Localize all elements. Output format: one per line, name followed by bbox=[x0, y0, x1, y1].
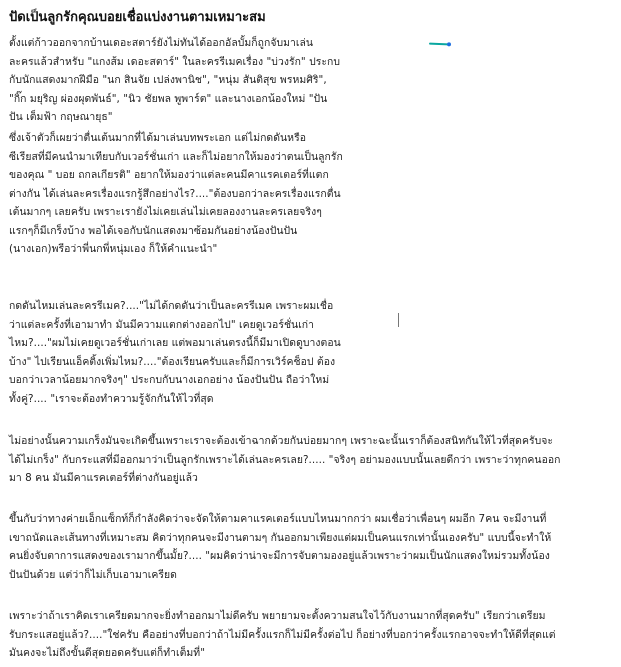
article-title: ปัดเป็นลูกรักคุณบอยเชื่อแบ่งงานตามเหมาะสม bbox=[9, 10, 266, 25]
paragraph-line: ต่างกัน ได้เล่นละครเรื่องแรกรู้สึกอย่างไร?...."ต้องบอกว่าละครเรื่องแรกตื่น bbox=[9, 187, 341, 200]
paragraph-line: (นางเอก)พรีอว่าพี่นกพี่หนุ่มเอง ก็ให้คำแนะนำ" bbox=[9, 243, 218, 255]
paragraph-line: ได้ไม่เกร็ง" กับกระแสที่มีออกมาว่าเป็นลูกรักเพราะได้เล่นละครเลย?..... "จริงๆ อย่ามองแบบนั้นเลยดีกว่า เพราะว่าทุกคนออก bbox=[9, 453, 561, 466]
paragraph-line: ตั้งแต่ก้าวออกจากบ้านเดอะสตาร์ยังไม่ทันได้ออกอัลบั้มก็ถูกจับมาเล่น bbox=[9, 37, 314, 49]
article-paragraph-3 bbox=[9, 297, 479, 408]
paragraph-line: บอกว่าเวลาน้อยมากจริงๆ" ประกบกับนางเอกอย่าง น้องปันปัน ถือว่าใหม่ bbox=[9, 374, 330, 386]
paragraph-line: รับกระแสอยู่แล้ว?...."ใช่ครับ คืออย่างที่บอกว่าถ้าไม่มีครั้งแรกก็ไม่มีครั้งต่อไป ก็อย่างที่บอกว่าครั้งแรกอาจจะทำให้ดีที่สุดแต่ bbox=[9, 628, 556, 641]
paragraph-line: ไม่อย่างนั้นความเกร็งมันจะเกิดขึ้นเพราะเราจะต้องเข้าฉากด้วยกันบ่อยมากๆ เพราะฉะนั้นเราก็ต้องสนิทกันให้ไวที่สุดครับจะ bbox=[9, 435, 554, 447]
paragraph-line: ซีเรียสที่มีคนนำมาเทียบกับเวอร์ชั่นเก่า และก็ไม่อยากให้มองว่าตนเป็นลูกรัก bbox=[9, 150, 343, 163]
paragraph-line: ปันปันด้วย แต่ว่าก็ไม่เก็บเอามาเครียด bbox=[9, 568, 177, 581]
paragraph-line: ว่าแต่ละครั้งที่เอามาทำ มันมีความแตกต่างออกไป" เคยดูเวอร์ชั่นเก่า bbox=[9, 318, 315, 331]
article-paragraph-4 bbox=[9, 432, 614, 488]
article-paragraph-6 bbox=[9, 607, 614, 663]
paragraph-line: แรกๆก็มีเกร็งบ้าง พอได้เจอกับนักแสดงมาซ้อมกันอย่างน้องปันปัน bbox=[9, 224, 298, 237]
paragraph-line: คนยิ่งจับตาการแสดงของเรามากขึ้นมั้ย?.... "ผมคิดว่าน่าจะมีการจับตามองอยู่แล้วเพราะว่าผมเป็นนักแสดงใหม่รวมทั้งน้อง bbox=[9, 550, 550, 562]
paragraph-line: เพราะว่าถ้าเราคิดเราเครียดมากจะยิ่งทำออกมาไม่ดีครับ พยายามจะตั้งความสนใจไว้กับงานมากที่สุดครับ" เรียกว่าเตรียม bbox=[9, 610, 546, 622]
paragraph-line: มา 8 คน มันมีคาแรคเตอร์ที่ต่างกันอยู่แล้ว bbox=[9, 472, 198, 484]
article-paragraph-5 bbox=[9, 510, 614, 584]
paragraph-line: เขาถนัดและเส้นทางที่เหมาะสม คิดว่าทุกคนจะมีงานตามๆ กันออกมาเพียงแต่ผมเป็นคนแรกเท่านั้นเองครับ" แบบนี้จะทำให้ bbox=[9, 531, 552, 544]
paragraph-line: ละครแล้วสำหรับ "แกงส้ม เดอะสตาร์" ในละครรีเมคเรื่อง "บ่วงรัก" ประกบ bbox=[9, 55, 340, 68]
paragraph-line: มันคงจะไม่ถึงขั้นดีสุดยอดครับแต่ก็ทำเต็มที่" bbox=[9, 647, 206, 659]
article-paragraph-2 bbox=[9, 129, 479, 259]
paragraph-line: เต้นมากๆ เลยครับ เพราะเรายังไม่เคยเล่นไม่เคยลองงานละครเลยจริงๆ bbox=[9, 206, 322, 218]
paragraph-line: ทั้งคู่?.... "เราจะต้องทำความรู้จักกันให้ไวที่สุด bbox=[9, 392, 214, 405]
paragraph-line: ขึ้นกับว่าทางค่ายเอ็กแซ็กท์ก็กำลังคิดว่าจะจัดให้ตามคาแรคเตอร์แบบไหนมากกว่า ผมเชื่อว่าเพื่อนๆ ผมอีก 7คน จะมีงานที่ bbox=[9, 513, 547, 525]
paragraph-line: ของคุณ " บอย ถกลเกียรติ" อยากให้มองว่าแต่ละคนมีคาแรคเตอร์ที่แตก bbox=[9, 169, 329, 181]
paragraph-line: ปัน เต็มฟ้า กฤษณายุธ" bbox=[9, 111, 113, 123]
paragraph-line: ไหม?...."ผมไม่เคยดูเวอร์ชั่นเก่าเลย แต่พอมาเล่นตรงนี้ก็มีมาเปิดดูบางตอน bbox=[9, 337, 341, 349]
article-paragraph-1 bbox=[9, 34, 479, 127]
paragraph-line: กับนักแสดงมากฝีมือ "นก สินจัย เปล่งพานิช", "หนุ่ม สันติสุข พรหมศิริ", bbox=[9, 74, 327, 86]
paragraph-line: "กิ๊ก มยุริญ ผ่องผุดพันธ์", "นิว ชัยพล พูพาร์ต" และนางเอกน้องใหม่ "ปัน bbox=[9, 92, 328, 105]
paragraph-line: บ้าง" ไปเรียนแอ็คติ้งเพิ่มไหม?...."ต้องเรียนครับและก็มีการเวิร์คช็อป ต้อง bbox=[9, 355, 336, 368]
paragraph-line: ซึ่งเจ้าตัวก็เผยว่าตื่นเต้นมากที่ได้มาเล่นบทพระเอก แต่ไม่กดดันหรือ bbox=[9, 132, 306, 144]
paragraph-line: กดดันไหมเล่นละครรีเมค?...."ไม่ได้กดดันว่าเป็นละครรีเมค เพราะผมเชื่อ bbox=[9, 300, 334, 312]
